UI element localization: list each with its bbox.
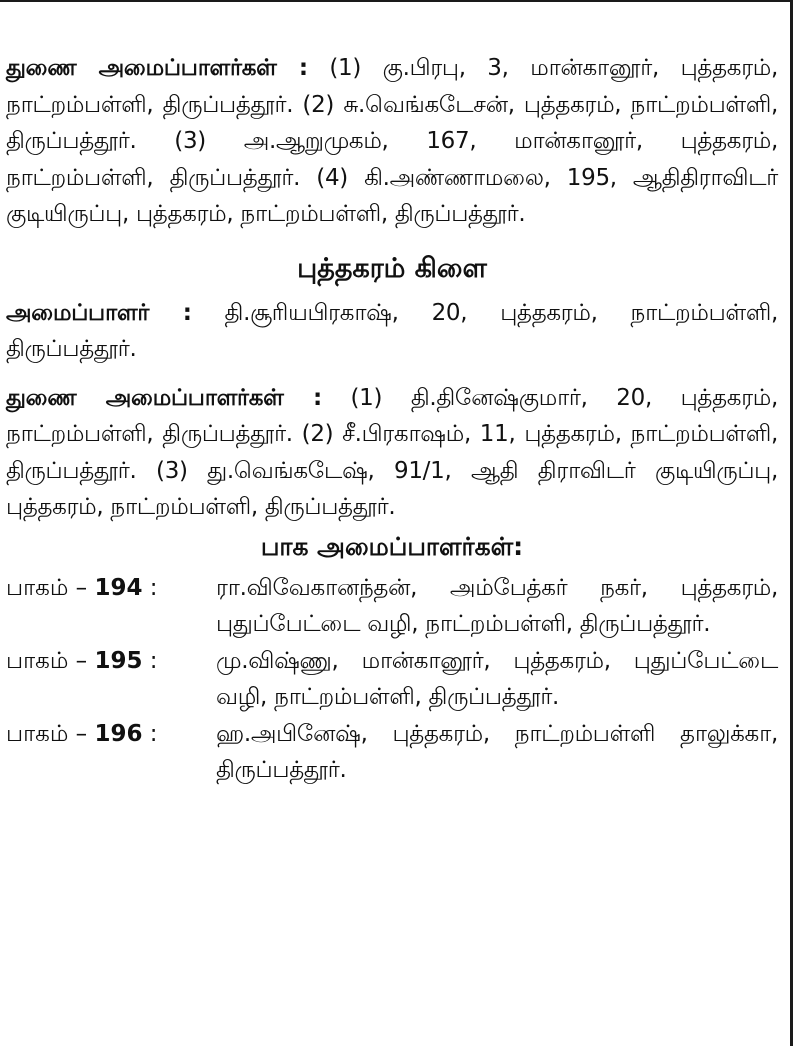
ward-label: [6, 716, 216, 789]
ward-prefix: பாகம் –: [6, 647, 95, 674]
ward-details: ஹ.அபினேஷ், புத்தகரம், நாட்றம்பள்ளி தாலுக்கா, திருப்பத்தூர்.: [216, 720, 778, 783]
ward-entry: [6, 570, 778, 643]
branch-deputy-organizers-paragraph: [6, 380, 778, 526]
document-body: [6, 50, 778, 789]
ward-entry: [6, 643, 778, 716]
deputy-organizers-text: (1) கு.பிரபு, 3, மான்கானூர், புத்தகரம், நாட்றம்பள்ளி, திருப்பத்தூர். (2) சு.வெங்கடேசன், புத்தகரம், நாட்றம்பள்ளி, திருப்பத்தூர். (3) அ.ஆறுமுகம், 167, மான்கானூர், புத்தகரம், நாட்றம்பள்ளி, திருப்பத்தூர். (4) கி.அண்ணாமலை, 195, ஆதிதிராவிடர் குடியிருப்பு, புத்தகரம், நாட்றம்பள்ளி, திருப்பத்தூர்.: [6, 55, 778, 227]
ward-number: 195: [94, 647, 143, 674]
ward-prefix: பாகம் –: [6, 720, 95, 747]
ward-separator: :: [142, 720, 158, 747]
ward-organizers-heading: பாக அமைப்பாளர்கள்:: [260, 531, 524, 561]
deputy-organizers-label: துணை அமைப்பாளர்கள் :: [6, 55, 308, 81]
ward-entry: [6, 716, 778, 789]
branch-title: புத்தகரம் கிளை: [297, 252, 487, 284]
organizer-label: அமைப்பாளர் :: [6, 299, 192, 326]
organizer-text: தி.சூரியபிரகாஷ், 20, புத்தகரம், நாட்றம்பள்ளி, திருப்பத்தூர்.: [6, 299, 778, 362]
ward-separator: :: [142, 647, 158, 674]
ward-details: மு.விஷ்ணு, மான்கானூர், புத்தகரம், புதுப்பேட்டை வழி, நாட்றம்பள்ளி, திருப்பத்தூர்.: [216, 647, 778, 710]
ward-prefix: பாகம் –: [6, 574, 95, 601]
deputy-organizers-paragraph: [6, 50, 778, 233]
ward-number: 194: [94, 574, 143, 601]
organizer-paragraph: [6, 295, 778, 368]
ward-separator: :: [142, 574, 158, 601]
ward-label: [6, 643, 216, 716]
ward-label: [6, 570, 216, 643]
ward-number: 196: [94, 720, 143, 747]
ward-details: ரா.விவேகானந்தன், அம்பேத்கர் நகர், புத்தகரம், புதுப்பேட்டை வழி, நாட்றம்பள்ளி, திருப்பத்தூர்.: [216, 574, 778, 637]
branch-deputy-organizers-label: துணை அமைப்பாளர்கள் :: [6, 384, 322, 411]
branch-deputy-organizers-text: (1) தி.தினேஷ்குமார், 20, புத்தகரம், நாட்றம்பள்ளி, திருப்பத்தூர். (2) சீ.பிரகாஷம், 11, புத்தகரம், நாட்றம்பள்ளி, திருப்பத்தூர். (3) து.வெங்கடேஷ், 91/1, ஆதி திராவிடர் குடியிருப்பு, புத்தகரம், நாட்றம்பள்ளி, திருப்பத்தூர்.: [6, 384, 779, 520]
